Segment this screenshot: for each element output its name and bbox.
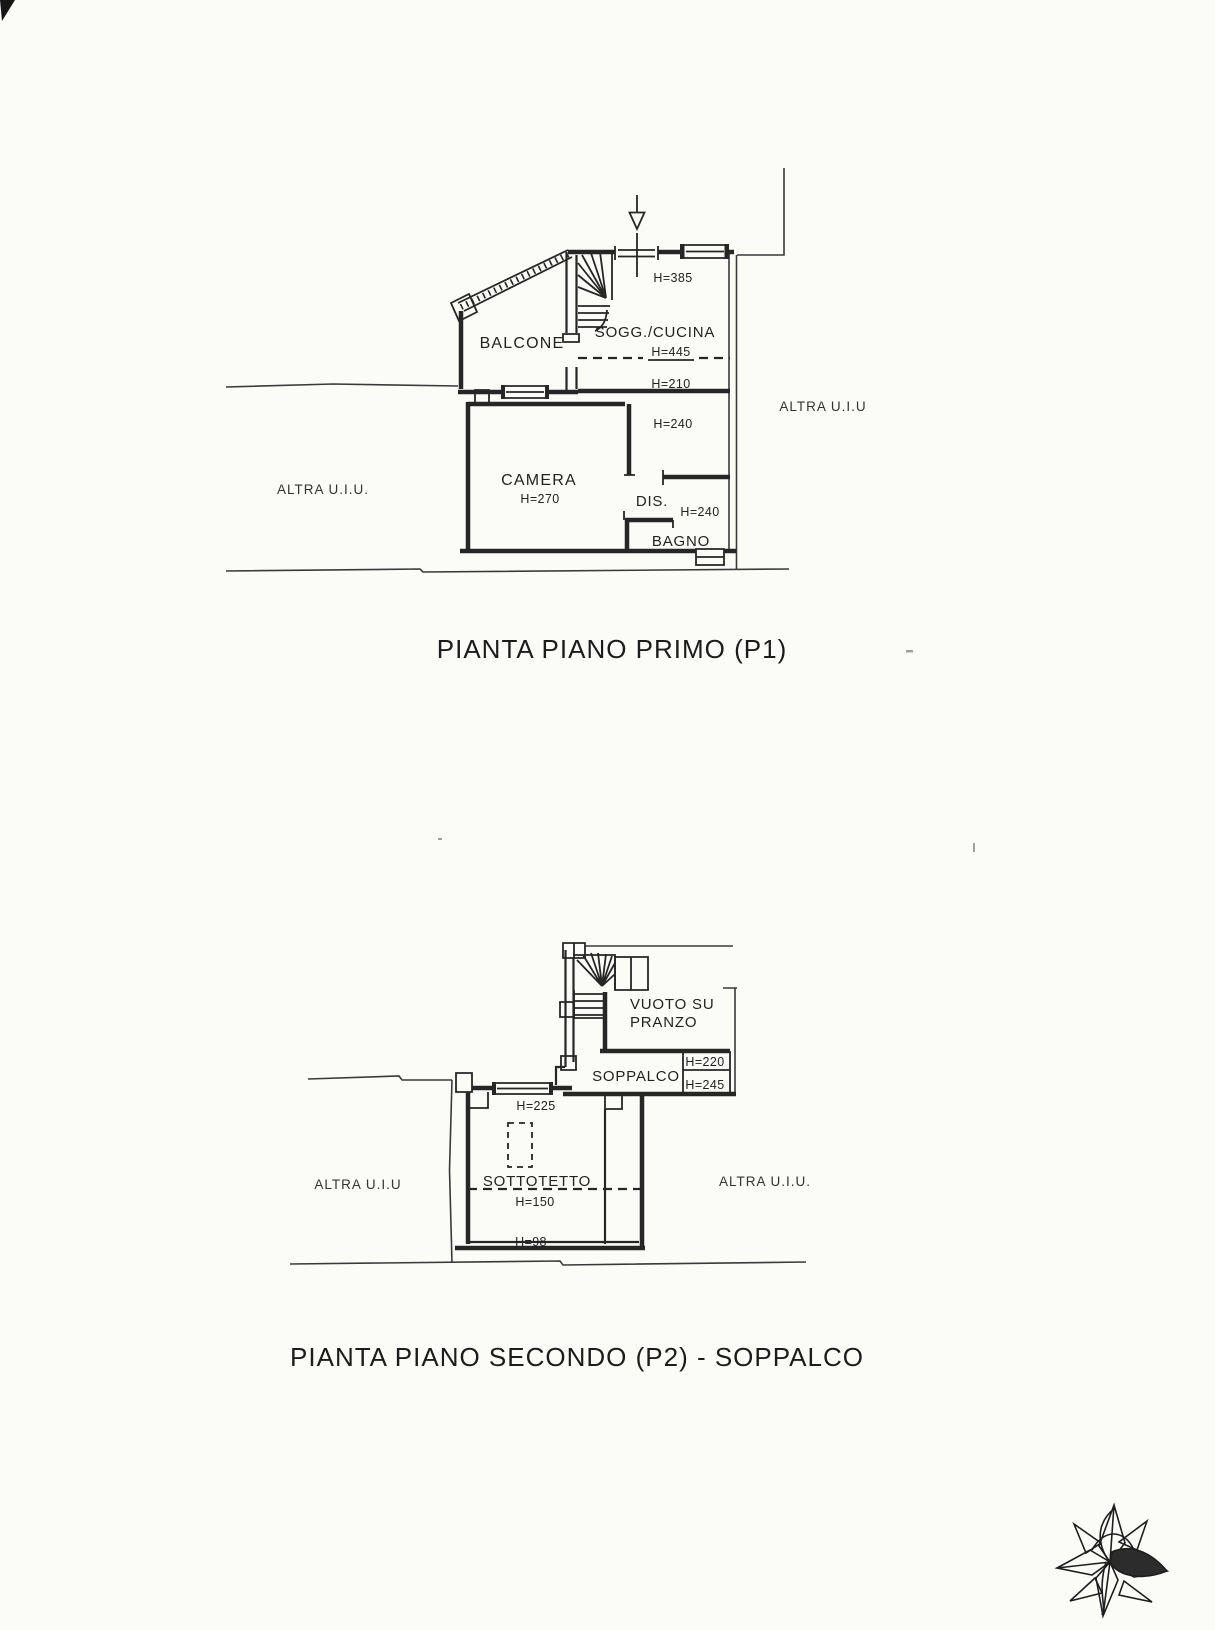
entrance-direction-arrow-icon	[630, 195, 645, 277]
context-label-altra-left-p2: ALTRA U.I.U	[314, 1177, 402, 1192]
balcony-door-sill	[563, 334, 579, 342]
room-label-soppalco: SOPPALCO	[592, 1068, 680, 1085]
scan-speck	[906, 650, 913, 653]
height-label-h445: H=445	[651, 345, 691, 359]
context-label-altra-right-p2: ALTRA U.I.U.	[718, 1174, 812, 1189]
context-label-altra-right-p1: ALTRA U.I.U	[779, 399, 867, 414]
room-label-dis: DIS.	[635, 493, 669, 510]
context-label-altra-left-p1: ALTRA U.I.U.	[276, 482, 370, 497]
compass-rose-icon	[1057, 1505, 1167, 1616]
height-label-h220: H=220	[685, 1055, 725, 1069]
room-label-vuoto-line1: VUOTO SU	[630, 996, 715, 1013]
height-label-h225: H=225	[516, 1099, 556, 1113]
plan-p1-title: PIANTA PIANO PRIMO (P1)	[436, 634, 788, 664]
room-label-vuoto-line2: PRANZO	[630, 1014, 698, 1031]
scan-speck	[973, 843, 975, 852]
stairs-icon	[578, 252, 612, 331]
height-label-h245: H=245	[685, 1078, 725, 1092]
p1-balcony-sloped-wall	[451, 250, 572, 321]
height-label-h150: H=150	[515, 1195, 555, 1209]
plan-p2-title: PIANTA PIANO SECONDO (P2) - SOPPALCO	[290, 1342, 864, 1372]
height-label-h210: H=210	[651, 377, 691, 391]
room-label-camera: CAMERA	[501, 472, 577, 489]
height-label-h385: H=385	[653, 271, 693, 285]
compass-dark-petal	[1110, 1549, 1167, 1577]
p1-divider-wall	[567, 252, 577, 391]
room-label-sottotetto: SOTTOTETTO	[482, 1173, 592, 1190]
scan-speck	[438, 838, 442, 840]
window-icon	[492, 1082, 553, 1095]
room-label-balcone: BALCONE	[479, 335, 565, 352]
room-label-sogg-cucina: SOGG./CUCINA	[594, 324, 716, 341]
height-label-h240-room: H=240	[653, 417, 693, 431]
scan-corner-artifact	[0, 0, 15, 21]
height-label-h98: H=98	[515, 1235, 547, 1249]
window-icon	[680, 244, 729, 259]
height-label-h270: H=270	[520, 492, 560, 506]
floor-plan-p1	[226, 168, 867, 664]
floor-plan-p2	[290, 943, 864, 1372]
window-icon	[501, 385, 549, 399]
room-label-bagno: BAGNO	[651, 533, 711, 550]
height-label-h240-bagno: H=240	[680, 505, 720, 519]
window-icon	[696, 549, 724, 565]
wall-corner-block	[451, 294, 477, 321]
dashed-shaft-symbol	[508, 1123, 532, 1167]
